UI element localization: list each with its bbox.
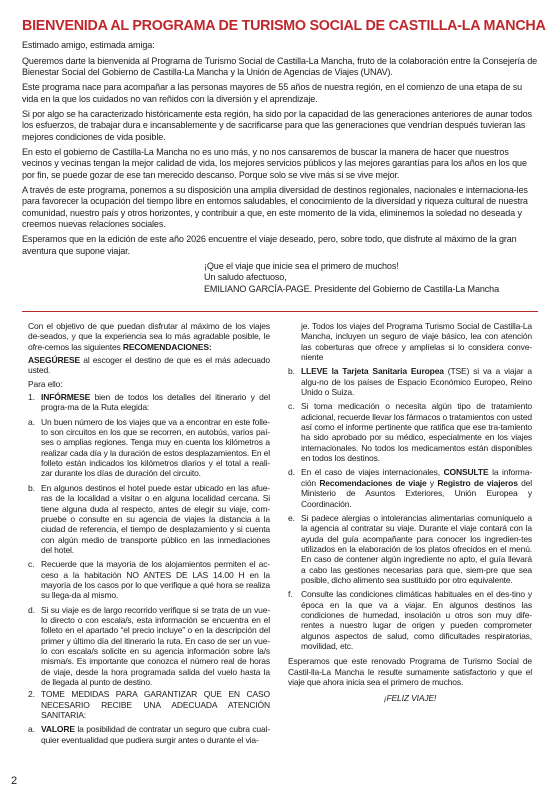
closing-line: ¡Que el viaje que inicie sea el primero de muchos! [204,261,399,272]
page-title: BIENVENIDA AL PROGRAMA DE TURISMO SOCIAL DE CASTILLA-LA MANCHA [22,18,546,34]
signature-line: EMILIANO GARCÍA-PAGE. Presidente del Gobierno de Castilla-La Mancha [204,283,499,294]
para-ello: Para ello: [28,378,63,389]
asegurese-line: ASEGÚRESE al escoger el destino de que es el más adecuado usted. [28,355,270,376]
list-item: b. LLEVE la Tarjeta Sanitaria Europea (TSE) si va a viajar a algu-no de los países de Espacio Económico Europeo, Reino Unido o Suiza. [288,366,532,398]
numbered-item: 1. INFÓRMESE bien de todos los detalles del itinerario y del progra-ma de la Ruta elegida: [28,392,270,413]
list-item: c. Si toma medicación o necesita algún tipo de tratamiento adicional, recuerde llevar los fármacos o tratamientos con usted así como el informe pertinente que ratifica que ese tra-tamiento ha sido aprobado por su médico, especialmente en los viajes internacionales. No todos los medicamentos están disponibles en todos los destinos. [288,401,532,464]
page-number: 2 [11,775,18,787]
list-item: a. Un buen número de los viajes que va a encontrar en este folle-to son circuitos en los que se recorren, en autobús, varios paí-ses o amplias regiones. Tenga muy en cuenta los kilómetros a realizar cada día y la duración de estos desplazamientos. En el folleto están indicados los kilómetros diarios y el total a reali-zar durante los días de duración del circuito. [28,416,270,479]
closing-paragraph: Esperamos que este renovado Programa de Turismo Social de Castil-lla-La Mancha le resulte sumamente satisfactorio y que el viaje que ahora inicia sea el primero de muchos. [288,656,532,687]
intro-paragraph: Queremos darte la bienvenida al Programa de Turismo Social de Castilla-La Mancha, fruto de la colaboración entre la Consejería de Bienestar Social del Gobierno de Castilla-La Mancha y la Unión de Agencias de Viajes (UNAV). [22,55,538,77]
list-item: f. Consulte las condiciones climáticas habituales en el des-tino y época en la que va a viajar. En algunos destinos las condiciones de humedad, insolación u otros son muy dife-rentes a nuestro lugar de origen y pueden comprometer algunos aspectos de salud, como dificultades respiratorias, movilidad, etc. [288,589,532,651]
right-column [288,321,532,707]
greeting: Estimado amigo, estimada amiga: [22,40,155,50]
recommendations-intro: Con el objetivo de que puedan disfrutar al máximo de los viajes de-seados, y que la experiencia sea lo más agradable posible, le ofre-cemos las siguientes RECOMENDACIONES: [28,321,270,352]
continued-text: je. Todos los viajes del Programa Turismo Social de Castilla-La Mancha, incluyen un seguro de viaje básico, lea con atención las coberturas que ofrece y amplíelas si lo considera conve-niente [301,321,532,363]
list-item: d. Si su viaje es de largo recorrido verifique si se trata de un vue-lo directo o con escala/s, esta información se encuentra en el folleto en el apartado “el precio incluye” o en la descripción del primer y último día del itinerario la ruta. En caso de ser un vue-lo con escala/s solicite en su agencia información sobre la/s misma/s. Es importante que conozca el número real de horas de viaje, desde la hora programada salida del vuelo hasta la de llegada al punto de destino. [28,604,270,687]
intro-paragraph: Este programa nace para acompañar a las personas mayores de 55 años de nuestra región, en el comienzo de una etapa de su vida en la que los cuidados no van reñidos con la diversión y el aprendizaje. [22,82,523,104]
feliz-viaje: ¡FELIZ VIAJE! [383,693,437,704]
list-item: b. En algunos destinos el hotel puede estar ubicado en las afue-ras de la localidad a visitar o en alguna localidad cercana. Si tiene alguna duda al respecto, antes de elegir su viaje, com-pruebe o consulte en su agencia de viajes la distancia a la ciudad de referencia, el tiempo de desplazamiento y si cuenta con algún medio de transporte público en las inmediaciones del hotel. [28,482,270,555]
intro-paragraph: En esto el gobierno de Castilla-La Mancha no es uno más, y no nos cansaremos de buscar la manera de hacer que nuestros vecinos y vecinas tengan la mejor calidad de vida, los mejores servicios públicos y las mejores garantías para los años en los que por fin, se puede gozar de ese tan merecido descanso. Porque solo se vive más si se vive mejor. [22,147,527,180]
closing-greeting: Un saludo afectuoso, [204,272,287,283]
list-item: a. VALORE la posibilidad de contratar un seguro que cubra cual-quier eventualidad que pudiera surgir antes o durante el via- [28,724,270,745]
list-item: c. Recuerde que la mayoría de los alojamientos permiten el ac-ceso a la habitación NO ANTES DE LAS 14.00 H en la mayoría de los casos por lo que verifique a qué hora se realiza su llega-da al mismo. [28,559,270,601]
welcome-section [22,0,546,312]
numbered-item: 2. TOME MEDIDAS PARA GARANTIZAR QUE EN CASO NECESARIO RECIBE UNA ADECUADA ATENCIÓN SANITARIA: [28,689,270,721]
left-column [28,321,270,745]
list-item: e. Si padece alergias o intolerancias alimentarias comuníquelo a la agencia al contratar su viaje. Durante el viaje contará con la ayuda del guía acompañante para conocer los ingredien-tes utilizados en la elaboración de los platos ofrecidos en el menú. En caso de contener algún ingrediente no apto, el guía llevará a cabo las gestiones necesarias para que, siem-pre que sea posible, dicho alimento sea sustituido por otro equivalente. [288,512,532,585]
list-item: d. En el caso de viajes internacionales, CONSULTE la informa-ción Recomendaciones de viaje y Registro de viajeros del Ministerio de Asuntos Exteriores, Unión Europea y Coordinación. [288,467,532,509]
welcome-letter [22,40,538,295]
intro-paragraph: Esperamos que en la edición de este año 2026 encuentre el viaje deseado, pero, sobre todo, que disfrute al máximo de la gran aventura que supone viajar. [22,234,517,256]
intro-paragraph: Si por algo se ha caracterizado históricamente esta región, ha sido por la capacidad de las generaciones anteriores de aunar todos los esfuerzos, de trabajar dura e incansablemente y de sacrificarse para que las generaciones que vendrían después tuvieran las mejores condiciones de vida posible. [22,109,532,142]
intro-paragraph: A través de este programa, ponemos a su disposición una amplia diversidad de destinos regionales, nacionales e internaciona-les para favorecer la ocupación del tiempo libre en entornos saludables, el conocimiento de la diversidad y riqueza cultural de nuestra comunidad, nuestro país y otros horizontes, y contribuir a que, en este momento de la vida, eliminemos la soledad no deseada y creemos nuevas relaciones sociales. [22,185,528,229]
